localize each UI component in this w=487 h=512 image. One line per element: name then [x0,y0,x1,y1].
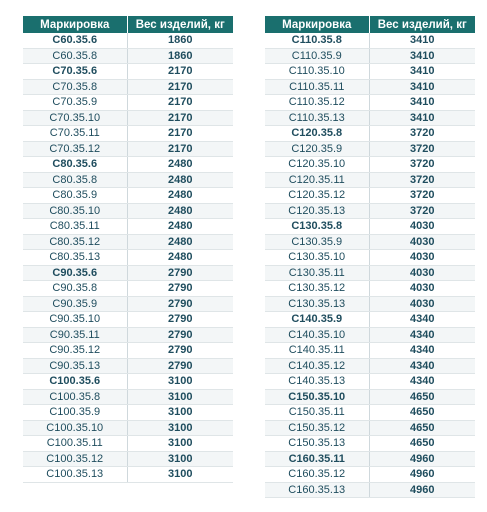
weight-cell: 3100 [127,451,233,467]
marking-cell: С150.35.12 [265,420,369,436]
marking-cell: С90.35.11 [23,327,127,343]
table-row [23,188,233,204]
marking-cell: С60.35.6 [23,33,127,48]
marking-cell: С160.35.13 [265,482,369,498]
table-row [23,48,233,64]
weight-cell: 2790 [127,327,233,343]
table-row [265,110,475,126]
marking-cell: С90.35.12 [23,343,127,359]
table-row [23,172,233,188]
marking-cell: С120.35.11 [265,172,369,188]
marking-cell: С100.35.10 [23,420,127,436]
table-header-row [265,16,475,33]
marking-cell: С130.35.11 [265,265,369,281]
table-row [265,48,475,64]
table-row [265,436,475,452]
table-row [23,265,233,281]
table-row [23,141,233,157]
header-marking: Маркировка [265,16,369,33]
weight-cell: 4030 [369,296,475,312]
marking-cell: С80.35.6 [23,157,127,173]
table-row [265,296,475,312]
table-row [265,343,475,359]
weight-cell: 2480 [127,219,233,235]
marking-cell: С80.35.12 [23,234,127,250]
marking-cell: С110.35.9 [265,48,369,64]
weight-cell: 4340 [369,358,475,374]
table-row [23,358,233,374]
table-row [265,420,475,436]
weight-cell: 4340 [369,343,475,359]
table-row [23,95,233,111]
weight-cell: 2170 [127,79,233,95]
weight-cell: 3100 [127,436,233,452]
table-body-right [265,33,475,498]
table-row [23,126,233,142]
table-row [265,451,475,467]
weight-cell: 2170 [127,64,233,80]
weight-cell: 3100 [127,405,233,421]
marking-cell: С120.35.12 [265,188,369,204]
header-marking: Маркировка [23,16,127,33]
marking-cell: С70.35.11 [23,126,127,142]
table-row [23,157,233,173]
table-row [23,389,233,405]
marking-cell: С90.35.6 [23,265,127,281]
weight-cell: 4340 [369,312,475,328]
table-row [265,250,475,266]
table-row [23,436,233,452]
table-row [265,219,475,235]
marking-cell: С70.35.8 [23,79,127,95]
weight-cell: 2790 [127,312,233,328]
marking-cell: С140.35.10 [265,327,369,343]
table-row [265,126,475,142]
marking-cell: С110.35.8 [265,33,369,48]
weight-table-left [23,16,233,483]
table-row [265,389,475,405]
marking-cell: С120.35.9 [265,141,369,157]
table-row [23,405,233,421]
table-row [265,358,475,374]
marking-cell: С140.35.9 [265,312,369,328]
table-row [265,405,475,421]
table-row [265,374,475,390]
table-row [265,95,475,111]
weight-cell: 3720 [369,157,475,173]
weight-cell: 4650 [369,436,475,452]
weight-cell: 3720 [369,141,475,157]
marking-cell: С90.35.9 [23,296,127,312]
weight-cell: 4650 [369,420,475,436]
table-row [23,312,233,328]
table-row [265,312,475,328]
weight-cell: 1860 [127,48,233,64]
weight-cell: 2480 [127,157,233,173]
weight-cell: 3410 [369,64,475,80]
table-row [265,327,475,343]
table-row [23,250,233,266]
header-weight: Вес изделий, кг [127,16,233,33]
weight-cell: 4650 [369,405,475,421]
weight-cell: 4340 [369,327,475,343]
weight-cell: 2790 [127,343,233,359]
table-row [23,467,233,483]
weight-cell: 4960 [369,451,475,467]
weight-cell: 3720 [369,203,475,219]
marking-cell: С120.35.8 [265,126,369,142]
marking-cell: С150.35.11 [265,405,369,421]
marking-cell: С160.35.12 [265,467,369,483]
marking-cell: С100.35.13 [23,467,127,483]
weight-cell: 3100 [127,420,233,436]
table-row [265,467,475,483]
table-row [265,79,475,95]
marking-cell: С100.35.6 [23,374,127,390]
marking-cell: С80.35.8 [23,172,127,188]
weight-cell: 3100 [127,467,233,483]
marking-cell: С150.35.13 [265,436,369,452]
marking-cell: С90.35.8 [23,281,127,297]
weight-cell: 4960 [369,482,475,498]
marking-cell: С140.35.11 [265,343,369,359]
table-row [265,157,475,173]
weight-cell: 4030 [369,219,475,235]
weight-cell: 3410 [369,79,475,95]
marking-cell: С70.35.12 [23,141,127,157]
table-row [23,110,233,126]
table-row [23,451,233,467]
weight-cell: 2170 [127,141,233,157]
weight-cell: 2170 [127,110,233,126]
weight-cell: 4960 [369,467,475,483]
weight-cell: 3100 [127,389,233,405]
table-row [265,141,475,157]
weight-cell: 3410 [369,33,475,48]
marking-cell: С80.35.10 [23,203,127,219]
marking-cell: С90.35.10 [23,312,127,328]
table-row [265,33,475,48]
table-row [265,234,475,250]
table-row [265,188,475,204]
marking-cell: С110.35.12 [265,95,369,111]
weight-cell: 3720 [369,126,475,142]
marking-cell: С130.35.8 [265,219,369,235]
table-row [23,64,233,80]
table-row [265,203,475,219]
marking-cell: С70.35.9 [23,95,127,111]
weight-cell: 4030 [369,265,475,281]
marking-cell: С80.35.11 [23,219,127,235]
weight-cell: 4030 [369,281,475,297]
marking-cell: С80.35.9 [23,188,127,204]
weight-cell: 2790 [127,358,233,374]
table-header-row [23,16,233,33]
table-row [23,203,233,219]
weight-cell: 1860 [127,33,233,48]
marking-cell: С70.35.10 [23,110,127,126]
table-row [265,172,475,188]
marking-cell: С60.35.8 [23,48,127,64]
weight-cell: 3410 [369,95,475,111]
marking-cell: С150.35.10 [265,389,369,405]
marking-cell: С130.35.10 [265,250,369,266]
marking-cell: С110.35.10 [265,64,369,80]
weight-cell: 3410 [369,48,475,64]
table-row [265,265,475,281]
marking-cell: С130.35.12 [265,281,369,297]
table-row [23,296,233,312]
table-row [23,234,233,250]
marking-cell: С100.35.9 [23,405,127,421]
weight-cell: 4030 [369,234,475,250]
marking-cell: С110.35.13 [265,110,369,126]
table-body-left [23,33,233,482]
header-weight: Вес изделий, кг [369,16,475,33]
weight-cell: 3410 [369,110,475,126]
marking-cell: С120.35.13 [265,203,369,219]
weight-cell: 4650 [369,389,475,405]
weight-cell: 2790 [127,296,233,312]
marking-cell: С120.35.10 [265,157,369,173]
weight-cell: 2480 [127,172,233,188]
weight-cell: 3720 [369,172,475,188]
marking-cell: С100.35.11 [23,436,127,452]
marking-cell: С70.35.6 [23,64,127,80]
weight-cell: 2480 [127,203,233,219]
weight-cell: 2480 [127,188,233,204]
weight-cell: 2480 [127,234,233,250]
table-row [23,79,233,95]
weight-cell: 2790 [127,281,233,297]
weight-cell: 4030 [369,250,475,266]
marking-cell: С140.35.13 [265,374,369,390]
weight-cell: 2480 [127,250,233,266]
table-row [23,281,233,297]
marking-cell: С160.35.11 [265,451,369,467]
weight-cell: 2170 [127,126,233,142]
marking-cell: С130.35.9 [265,234,369,250]
weight-cell: 3720 [369,188,475,204]
weight-cell: 2170 [127,95,233,111]
table-row [23,420,233,436]
weight-cell: 2790 [127,265,233,281]
weight-cell: 4340 [369,374,475,390]
marking-cell: С80.35.13 [23,250,127,266]
table-row [265,64,475,80]
table-row [23,374,233,390]
table-row [23,327,233,343]
table-row [265,281,475,297]
table-row [23,33,233,48]
marking-cell: С100.35.8 [23,389,127,405]
table-row [23,343,233,359]
table-row [265,482,475,498]
marking-cell: С90.35.13 [23,358,127,374]
marking-cell: С140.35.12 [265,358,369,374]
marking-cell: С110.35.11 [265,79,369,95]
table-row [23,219,233,235]
weight-cell: 3100 [127,374,233,390]
weight-table-right [265,16,475,498]
marking-cell: С130.35.13 [265,296,369,312]
marking-cell: С100.35.12 [23,451,127,467]
